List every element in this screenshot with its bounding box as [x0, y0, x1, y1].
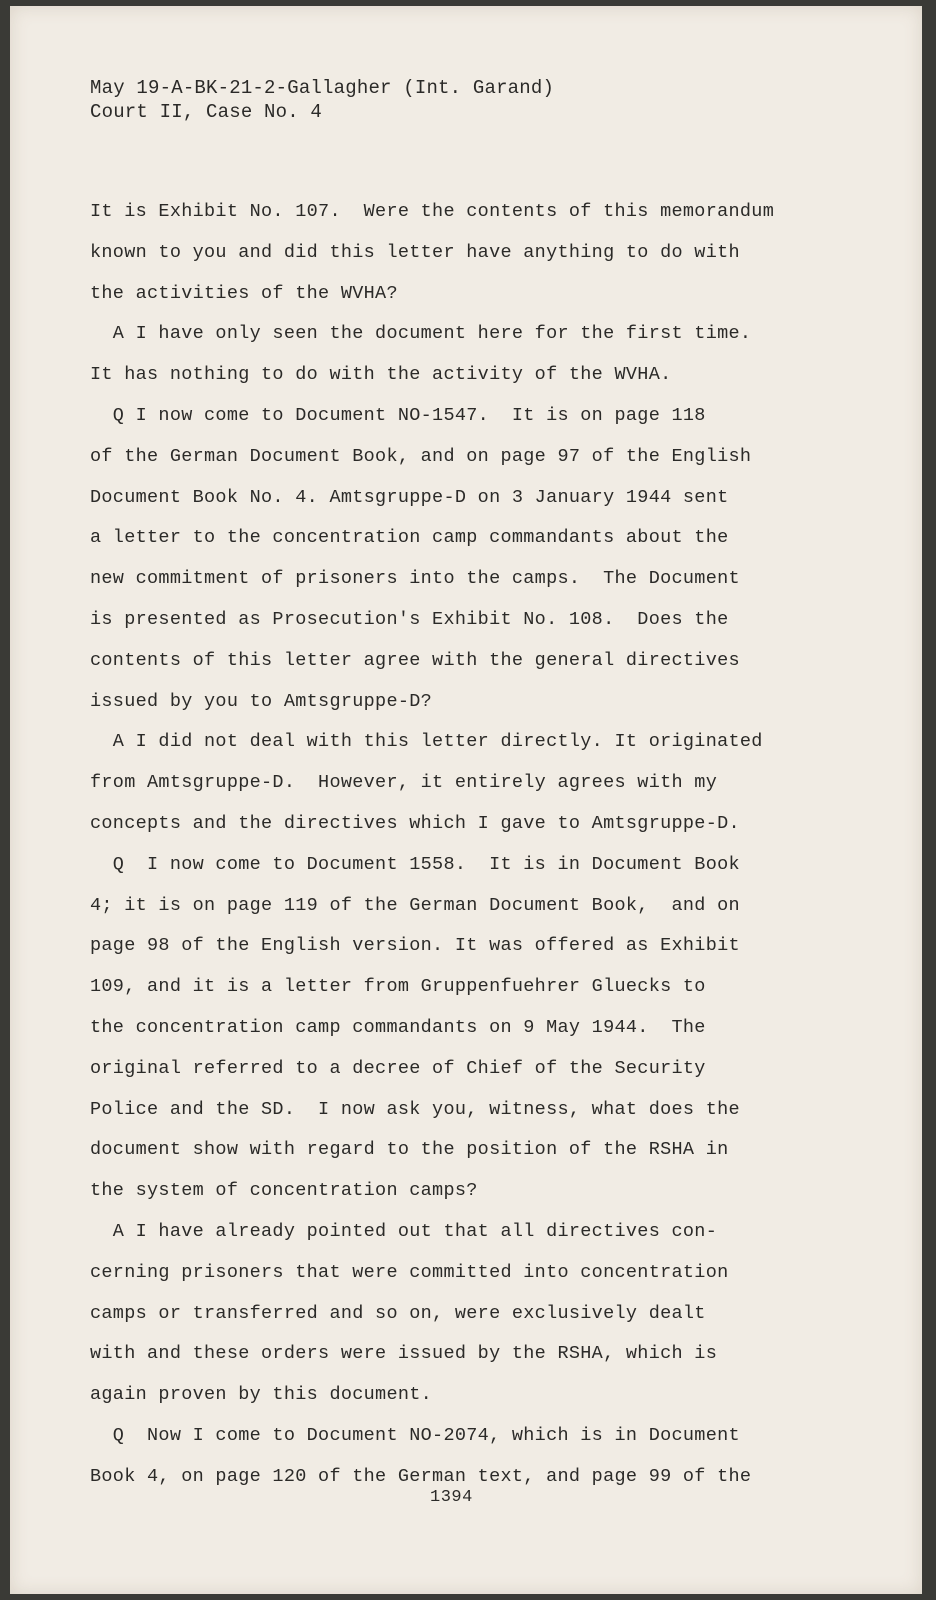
text-line: camps or transferred and so on, were exclusively dealt [90, 1302, 706, 1324]
text-line: Q I now come to Document NO-1547. It is on page 118 [90, 404, 706, 426]
text-line: 109, and it is a letter from Gruppenfuehrer Gluecks to [90, 976, 706, 998]
header-line-2: Court II, Case No. 4 [90, 101, 323, 123]
text-line: known to you and did this letter have anything to do with [90, 241, 740, 263]
text-line: from Amtsgruppe-D. However, it entirely agrees with my [90, 772, 718, 794]
text-line: issued by you to Amtsgruppe-D? [90, 690, 433, 712]
text-line: is presented as Prosecution's Exhibit No. 108. Does the [90, 608, 729, 630]
text-line: Q I now come to Document 1558. It is in Document Book [90, 853, 740, 875]
text-line: the activities of the WVHA? [90, 282, 398, 304]
text-line: a letter to the concentration camp commandants about the [90, 527, 729, 549]
text-line: original referred to a decree of Chief of the Security [90, 1057, 706, 1079]
text-line: cerning prisoners that were committed into concentration [90, 1261, 729, 1283]
text-line: of the German Document Book, and on page 97 of the English [90, 445, 752, 467]
text-line: Q Now I come to Document NO-2074, which is in Document [90, 1424, 740, 1446]
text-line: new commitment of prisoners into the camps. The Document [90, 568, 740, 590]
text-line: again proven by this document. [90, 1384, 433, 1406]
text-line: It is Exhibit No. 107. Were the contents of this memorandum [90, 201, 775, 222]
document-header [90, 76, 554, 124]
text-line: A I did not deal with this letter directly. It originated [90, 731, 763, 753]
text-line: the system of concentration camps? [90, 1180, 478, 1202]
document-page [10, 6, 922, 1594]
text-line: Police and the SD. I now ask you, witness, what does the [90, 1098, 740, 1120]
header-line-1: May 19-A-BK-21-2-Gallagher (Int. Garand) [90, 77, 555, 99]
text-line: with and these orders were issued by the RSHA, which is [90, 1343, 718, 1365]
text-line: A I have only seen the document here for the first time. [90, 323, 752, 345]
transcript-body [90, 192, 850, 1498]
text-line: It has nothing to do with the activity of the WVHA. [90, 364, 672, 386]
text-line: page 98 of the English version. It was offered as Exhibit [90, 935, 740, 957]
text-line: concepts and the directives which I gave to Amtsgruppe-D. [90, 812, 740, 834]
text-line: contents of this letter agree with the general directives [90, 649, 740, 671]
text-line: the concentration camp commandants on 9 May 1944. The [90, 1016, 706, 1038]
text-line: document show with regard to the position of the RSHA in [90, 1139, 729, 1161]
page-number: 1394 [430, 1488, 473, 1507]
text-line: Book 4, on page 120 of the German text, and page 99 of the [90, 1465, 752, 1487]
text-line: A I have already pointed out that all directives con- [90, 1220, 718, 1242]
text-line: 4; it is on page 119 of the German Document Book, and on [90, 894, 740, 916]
text-line: Document Book No. 4. Amtsgruppe-D on 3 January 1944 sent [90, 486, 729, 508]
